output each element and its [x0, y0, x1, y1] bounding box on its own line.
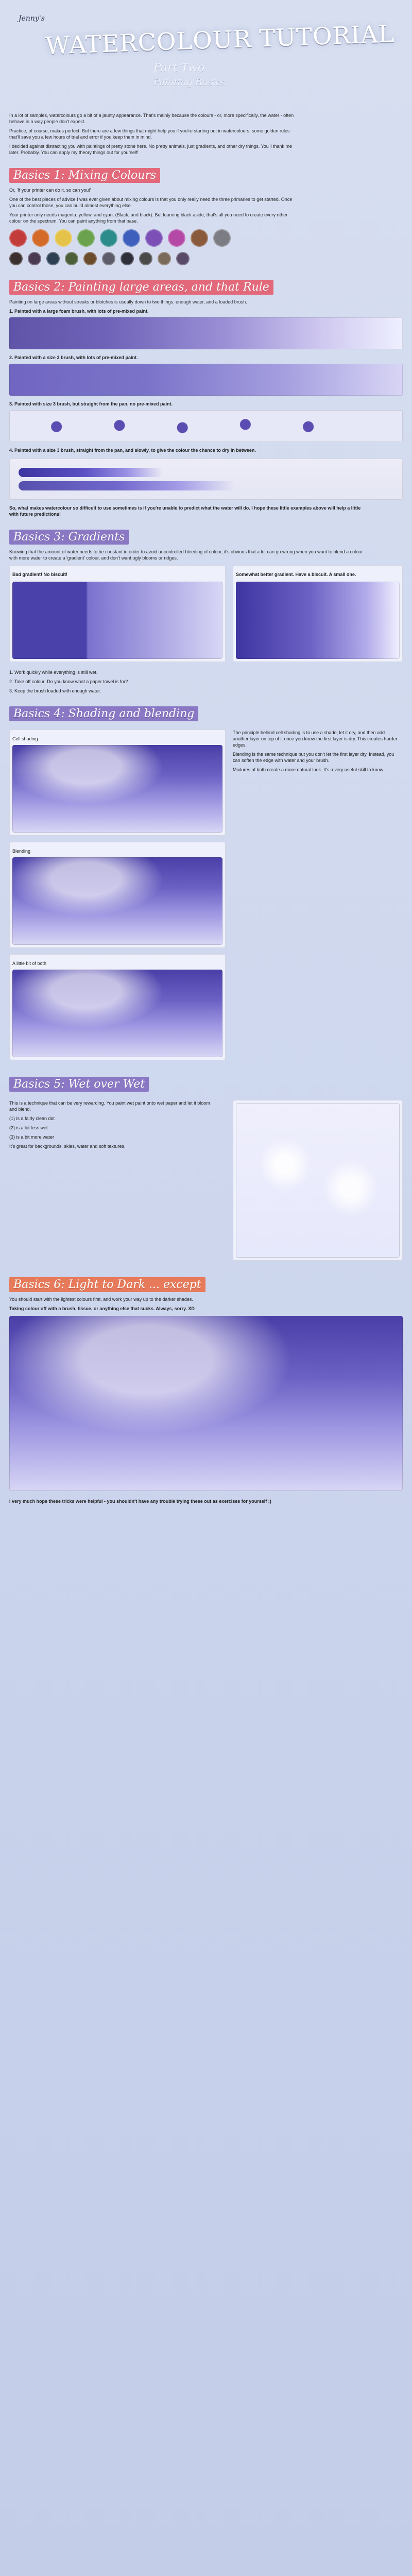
bad-gradient-sample — [12, 582, 222, 659]
large-areas-sample-1 — [9, 317, 403, 349]
swatch-mix-2 — [28, 252, 41, 265]
swatch-orange — [32, 229, 49, 247]
large-areas-sample-2 — [9, 364, 403, 396]
gradients-paragraph: Knowing that the amount of water needs to be constant in order to avoid uncontrolled bleeding of colour, it's obvious that a lot can go wrong when you want to blend a colour with more water to create a 'gradient' colour, and don't want ugly blooms or ridges. — [9, 549, 363, 561]
mix-examples — [9, 252, 403, 265]
bad-gradient-caption: Bad gradient! No biscuit! — [12, 572, 68, 577]
cell-shading-panel — [9, 730, 226, 836]
large-areas-sample-4 — [9, 459, 403, 500]
swatch-mix-4 — [65, 252, 78, 265]
swatch-mix-6 — [102, 252, 115, 265]
swatch-mix-9 — [158, 252, 171, 265]
swatch-mix-1 — [9, 252, 23, 265]
wet-over-wet-image-panel — [233, 1100, 403, 1261]
wet-legend-3: (3) is a bit more water — [9, 1134, 55, 1140]
tutorial-subtitle: Painting Basics — [153, 77, 226, 88]
wet-over-wet-text — [9, 1100, 226, 1153]
wet-over-wet-image — [236, 1103, 400, 1258]
large-areas-item-3: 3. Painted with size 3 brush, but straight from the pan, no pre-mixed paint. — [9, 401, 173, 406]
light-to-dark-paragraph-2: Taking colour off with a brush, tissue, or anything else that sucks. Always, sorry. XD — [9, 1306, 195, 1311]
cell-shading-label: Cell shading — [12, 736, 38, 741]
large-areas-item-1: 1. Painted with a large foam brush, with lots of pre-mixed paint. — [9, 309, 149, 314]
swatch-mix-10 — [176, 252, 190, 265]
section-title-mixing-colours: Basics 1: Mixing Colours — [9, 168, 160, 183]
section-title-light-to-dark: Basics 6: Light to Dark ... except — [9, 1277, 205, 1292]
swatch-mix-7 — [121, 252, 134, 265]
tutorial-title: WATERCOLOUR TUTORIAL — [45, 20, 395, 60]
large-areas-item-2: 2. Painted with a size 3 brush, with lots of pre-mixed paint. — [9, 355, 138, 360]
tutorial-part: Part Two — [153, 62, 205, 75]
tutorial-header — [9, 9, 403, 107]
byline: Jenny's — [19, 14, 45, 23]
blending-label: Blending — [12, 849, 31, 854]
swatch-yellow — [55, 229, 72, 247]
section-title-gradients: Basics 3: Gradients — [9, 530, 129, 545]
shading-text — [233, 730, 403, 776]
sample-stroke-1 — [19, 468, 163, 477]
blending-image — [12, 857, 222, 945]
section-title-wet-over-wet: Basics 5: Wet over Wet — [9, 1077, 149, 1092]
large-areas-paragraph: Painting on large areas without streaks or blotches is usually down to two things: enough water, and a loaded brush. — [9, 299, 247, 304]
swatch-mix-3 — [46, 252, 60, 265]
light-to-dark-paragraph-3: I very much hope these tricks were helpful - you shouldn't have any trouble trying these out as exercises for yourself ;) — [9, 1499, 271, 1504]
both-label: A little bit of both — [12, 961, 47, 966]
intro-paragraph-1: In a lot of samples, watercolours go a bit of a jaunty appearance. That's mainly because the colours - or, more specifically, the water - often behave in a way people don't expect. — [9, 113, 294, 124]
both-panel — [9, 954, 226, 1060]
swatch-mix-8 — [139, 252, 152, 265]
gradient-note-1: 1. Work quickly while everything is still wet. — [9, 670, 98, 675]
mixing-quote: Or, 'If your printer can do it, so can you!' — [9, 188, 91, 193]
intro-paragraph-3: I decided against distracting you with paintings of pretty stone here. No pretty animals, just gradients, and other dry things. You'll thank me later. Probably. You can apply my theory things out for yourself! — [9, 144, 293, 155]
gradient-note-3: 3. Keep the brush loaded with enough water. — [9, 688, 101, 693]
shading-paragraph-1: The principle behind cell shading is to use a shade, let it dry, and then add another layer on top of it once you know the first layer is dry. This creates harder edges. — [233, 730, 398, 748]
shading-paragraph-3: Mixtures of both create a more natural look. It’s a very useful skill to know. — [233, 767, 384, 772]
swatch-teal — [100, 229, 117, 247]
swatch-mix-5 — [83, 252, 97, 265]
mixing-paragraph-2: Your printer only needs magenta, yellow, and cyan. (Black, and black). But learning black aside, that's all you need to create every other colour on the spectrum. You can paint anything from that base. — [9, 212, 288, 224]
good-gradient-caption: Somewhat better gradient. Have a biscuit. A small one. — [236, 572, 356, 577]
cell-shading-image — [12, 745, 222, 833]
wet-legend-2: (2) is a lot less wet — [9, 1125, 48, 1130]
section-title-large-areas: Basics 2: Painting large areas, and that Rule — [9, 280, 273, 295]
swatch-green — [77, 229, 95, 247]
sample-stroke-2 — [19, 481, 235, 490]
light-to-dark-wash — [9, 1316, 403, 1491]
good-gradient-sample — [236, 582, 400, 659]
section-title-shading-blending: Basics 4: Shading and blending — [9, 706, 198, 721]
light-to-dark-paragraph-1: You should start with the lightest colours first, and work your way up to the darker shades. — [9, 1297, 193, 1302]
wet-over-wet-paragraph-2: It’s great for backgrounds, skies, water and soft textures. — [9, 1144, 126, 1149]
both-image — [12, 970, 222, 1057]
large-areas-outro: So, what makes watercolour so difficult to use sometimes is if you're unable to predict what the water will do. I hope these little examples above will help a little with future predictions! — [9, 505, 361, 517]
swatch-purple — [145, 229, 163, 247]
wet-legend-1: (1) is a fairly clean dot — [9, 1116, 55, 1121]
shading-images — [9, 730, 226, 1060]
color-swatches — [9, 229, 403, 247]
gradient-comparison — [9, 565, 403, 662]
shading-blending-gallery — [9, 730, 403, 1060]
gradient-note-2: 2. Take off colour: Do you know what a paper towel is for? — [9, 679, 128, 684]
swatch-magenta — [168, 229, 185, 247]
large-areas-item-4: 4. Painted with a size 3 brush, straight from the pan, and slowly, to give the colour the chance to dry in between. — [9, 448, 256, 453]
mixing-paragraph-1: One of the best pieces of advice I was ever given about mixing colours is that you only really need the three primaries to get started. Once you can control those, you can build almost everything else. — [9, 197, 293, 208]
swatch-brown — [191, 229, 208, 247]
wet-over-wet-gallery — [9, 1100, 403, 1261]
bad-gradient-panel — [9, 565, 226, 662]
swatch-red — [9, 229, 27, 247]
shading-paragraph-2: Blending is the same technique but you don't let the first layer dry. Instead, you can soften the edge with water and your brush. — [233, 752, 394, 763]
large-areas-sample-3 — [9, 410, 403, 442]
swatch-blue — [123, 229, 140, 247]
wet-over-wet-paragraph-1: This is a technique that can be very rewarding. You paint wet paint onto wet paper and let it bloom and blend. — [9, 1100, 210, 1112]
blending-panel — [9, 842, 226, 948]
intro-paragraph-2: Practice, of course, makes perfect. But there are a few things that might help you if you're starting out in watercolours: some golden rules that'll save you a few hours of trial and error if you keep them in mind. — [9, 128, 290, 140]
good-gradient-panel — [233, 565, 403, 662]
swatch-gray — [213, 229, 231, 247]
